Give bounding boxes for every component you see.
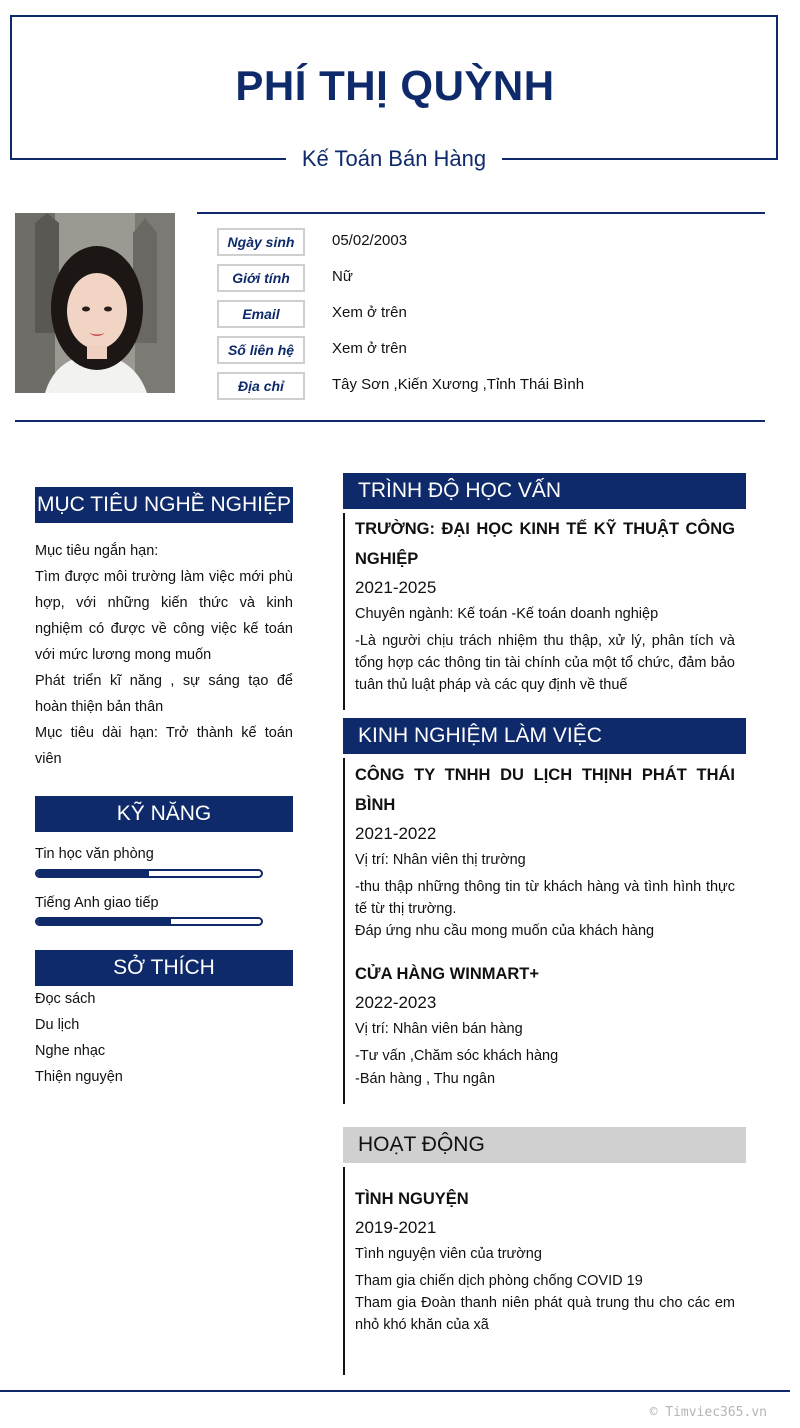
objective-line: Phát triển kĩ năng , sự sáng tạo để hoàn thiện bản thân bbox=[35, 673, 293, 715]
info-value-address: Tây Sơn ,Kiến Xương ,Tỉnh Thái Bình bbox=[332, 376, 585, 393]
activities-section-header: HOẠT ĐỘNG bbox=[343, 1127, 746, 1163]
hobby-item: Thiện nguyện bbox=[35, 1069, 123, 1085]
info-value-gender: Nữ bbox=[332, 268, 353, 285]
activity-desc-line: Tham gia chiến dịch phòng chống COVID 19 bbox=[355, 1273, 643, 1289]
education-years: 2021-2025 bbox=[355, 578, 437, 597]
info-divider-top bbox=[197, 212, 765, 214]
activity-desc-line: Tham gia Đoàn thanh niên phát quà trung thu cho các em nhỏ khó khăn của xã bbox=[355, 1295, 735, 1333]
activities-timeline-bar bbox=[343, 1167, 345, 1375]
job-position: Vị trí: Nhân viên bán hàng bbox=[355, 1021, 523, 1037]
objective-body bbox=[35, 538, 293, 772]
profile-photo bbox=[15, 213, 175, 393]
objective-line: Tìm được môi trường làm việc mới phù hợp, với những kiến thức và kinh nghiệm có được về công việc kế toán với mức lương mong muốn bbox=[35, 569, 293, 663]
job-desc-line: -Bán hàng , Thu ngân bbox=[355, 1071, 496, 1087]
info-label-dob: Ngày sinh bbox=[217, 228, 305, 256]
info-label-email: Email bbox=[217, 300, 305, 328]
job-desc-line: -Tư vấn ,Chăm sóc khách hàng bbox=[355, 1048, 559, 1064]
experience-section-header: KINH NGHIỆM LÀM VIỆC bbox=[343, 718, 746, 754]
activity-entry bbox=[355, 1184, 735, 1336]
company-name: CỬA HÀNG WINMART+ bbox=[355, 965, 540, 983]
info-label-phone: Số liên hệ bbox=[217, 336, 305, 364]
education-entry bbox=[355, 514, 735, 696]
hobby-item: Du lịch bbox=[35, 1017, 80, 1033]
objective-line: Mục tiêu dài hạn: Trở thành kế toán viên bbox=[35, 725, 293, 767]
job-years: 2022-2023 bbox=[355, 993, 437, 1012]
company-name: CÔNG TY TNHH DU LỊCH THỊNH PHÁT THÁI BÌNH bbox=[355, 766, 735, 814]
hobby-item: Đọc sách bbox=[35, 991, 96, 1007]
job-description bbox=[355, 876, 735, 942]
experience-timeline-bar bbox=[343, 758, 345, 1104]
activity-years: 2019-2021 bbox=[355, 1218, 437, 1237]
skill-bar bbox=[35, 869, 263, 878]
skill-name: Tin học văn phòng bbox=[35, 846, 154, 862]
objective-line: Mục tiêu ngắn hạn: bbox=[35, 543, 159, 559]
education-major: Chuyên ngành: Kế toán -Kế toán doanh nghiệp bbox=[355, 606, 659, 622]
skill-level-fill bbox=[37, 871, 149, 876]
education-description: -Là người chịu trách nhiệm thu thập, xử lý, phân tích và tổng hợp các thông tin tài chính của một tổ chức, đảm bảo tuân thủ luật pháp và các quy định về thuế bbox=[355, 633, 735, 693]
hobbies-list bbox=[35, 986, 123, 1090]
info-value-dob: 05/02/2003 bbox=[332, 232, 408, 249]
job-desc-line: Đáp ứng nhu cầu mong muốn của khách hàng bbox=[355, 923, 655, 939]
hobbies-section-header: SỞ THÍCH bbox=[35, 950, 293, 986]
job-years: 2021-2022 bbox=[355, 824, 437, 843]
school-name: TRƯỜNG: ĐẠI HỌC KINH TẾ KỸ THUẬT CÔNG NGHIỆP bbox=[355, 520, 735, 568]
footer-watermark: © Timviec365.vn bbox=[649, 1405, 767, 1420]
job-position: Vị trí: Nhân viên thị trường bbox=[355, 852, 526, 868]
job-title: Kế Toán Bán Hàng bbox=[286, 143, 502, 175]
skills-section-header: KỸ NĂNG bbox=[35, 796, 293, 832]
activity-name: TÌNH NGUYỆN bbox=[355, 1190, 469, 1208]
info-divider-bottom bbox=[15, 420, 765, 422]
info-label-address: Địa chỉ bbox=[217, 372, 305, 400]
candidate-name: PHÍ THỊ QUỲNH bbox=[235, 62, 555, 109]
job-entry bbox=[355, 760, 735, 942]
info-value-email: Xem ở trên bbox=[332, 304, 407, 321]
job-description bbox=[355, 1045, 735, 1091]
job-desc-line: -thu thập những thông tin từ khách hàng và tình hình thực tế từ thị trường. bbox=[355, 879, 735, 917]
skill-bar bbox=[35, 917, 263, 926]
footer-divider bbox=[0, 1390, 790, 1392]
education-timeline-bar bbox=[343, 513, 345, 710]
skill-name: Tiếng Anh giao tiếp bbox=[35, 895, 159, 911]
hobby-item: Nghe nhạc bbox=[35, 1043, 106, 1059]
education-section-header: TRÌNH ĐỘ HỌC VẤN bbox=[343, 473, 746, 509]
objective-section-header: MỤC TIÊU NGHỀ NGHIỆP bbox=[35, 487, 293, 523]
info-value-phone: Xem ở trên bbox=[332, 340, 407, 357]
job-entry bbox=[355, 959, 735, 1091]
skill-level-fill bbox=[37, 919, 171, 924]
portrait-image bbox=[15, 213, 175, 393]
activity-role: Tình nguyện viên của trường bbox=[355, 1246, 542, 1262]
info-label-gender: Giới tính bbox=[217, 264, 305, 292]
activity-description bbox=[355, 1270, 735, 1336]
